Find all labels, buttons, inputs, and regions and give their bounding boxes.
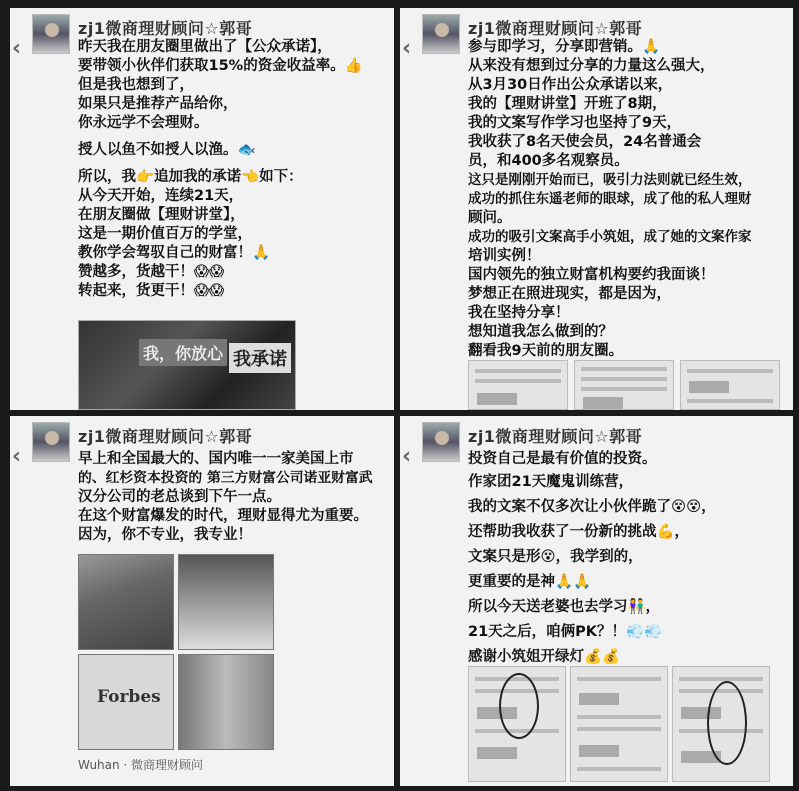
post-line: 参与即学习，分享即营销。🙏 [468, 39, 661, 55]
post-text [468, 38, 785, 361]
post-line: 员，和400多名观察员。 [468, 153, 629, 169]
post-line: 所以，我👉追加我的承诺👈如下： [78, 169, 303, 185]
avatar[interactable] [422, 422, 460, 462]
post-line: 我在坚持分享！ [468, 305, 570, 321]
moment-post-3 [10, 416, 394, 786]
post-line: 我的【理财讲堂】开班了8期， [468, 96, 667, 112]
post-line: 早上和全国最大的、国内唯一一家美国上市 [78, 451, 354, 467]
post-line: 转起来，货更干！😱😱 [78, 283, 225, 299]
post-line: 翻看我9天前的朋友圈。 [468, 343, 624, 359]
chevron-left-icon[interactable]: ‹ [402, 444, 412, 469]
post-line: 所以今天送老婆也去学习👫， [468, 599, 661, 615]
post-image[interactable] [672, 666, 770, 782]
forbes-logo-text: Forbes [97, 687, 161, 707]
chevron-left-icon[interactable]: ‹ [402, 36, 412, 61]
moment-post-2 [400, 8, 793, 410]
post-line: 我的文案写作学习也坚持了9天， [468, 115, 682, 131]
post-line: 从来没有想到过分享的力量这么强大， [468, 58, 715, 74]
avatar[interactable] [32, 14, 70, 54]
avatar[interactable] [422, 14, 460, 54]
post-line: 顾问。 [468, 210, 512, 226]
post-line: 感谢小筑姐开绿灯💰💰 [468, 649, 621, 665]
post-line: 授人以鱼不如授人以渔。🐟 [78, 142, 256, 158]
post-line: 从3月30日作出公众承诺以来， [468, 77, 673, 93]
post-line: 如果只是推荐产品给你， [78, 96, 238, 112]
post-line: 想知道我怎么做到的？ [468, 324, 613, 340]
post-author[interactable]: zj1微商理财顾问☆郭哥 [468, 427, 643, 446]
post-line: 教你学会驾驭自己的财富！🙏 [78, 245, 271, 261]
post-line: 你永远学不会理财。 [78, 115, 209, 131]
post-line: 梦想正在照进现实，都是因为， [468, 286, 671, 302]
post-image[interactable] [468, 360, 568, 410]
post-line: 成功的抓住东遥老师的眼球，成了他的私人理财 [468, 191, 752, 207]
post-line: 在朋友圈做【理财讲堂】， [78, 207, 245, 223]
moment-post-4 [400, 416, 793, 786]
post-line: 从今天开始，连续21天， [78, 188, 244, 204]
post-image[interactable] [570, 666, 668, 782]
chevron-left-icon[interactable]: ‹ [12, 36, 22, 61]
post-line: 文案只是形😵，我学到的， [468, 549, 643, 565]
post-line: 因为，你不专业，我专业！ [78, 527, 252, 543]
highlight-circle [707, 681, 747, 765]
post-location[interactable]: Wuhan · 微商理财顾问 [78, 758, 204, 772]
post-text [78, 450, 386, 545]
chevron-left-icon[interactable]: ‹ [12, 444, 22, 469]
post-text [468, 450, 785, 667]
post-line: 21天之后，咱俩PK？！💨💨 [468, 624, 663, 640]
post-photo-office[interactable] [78, 554, 174, 650]
post-line: 还帮助我收获了一份新的挑战💪， [468, 524, 690, 540]
post-line: 在这个财富爆发的时代，理财显得尤为重要。 [78, 508, 368, 524]
post-line: 我的文案不仅多次让小伙伴跪了😵😵， [468, 499, 716, 515]
post-image[interactable] [468, 666, 566, 782]
post-author[interactable]: zj1微商理财顾问☆郭哥 [468, 19, 643, 38]
post-image[interactable] [574, 360, 674, 410]
post-line: 这只是刚刚开始而已，吸引力法则就已经生效， [468, 172, 752, 188]
post-line: 更重要的是神🙏🙏 [468, 574, 592, 590]
post-image[interactable] [680, 360, 780, 410]
post-photo-forbes[interactable] [78, 654, 174, 750]
image-sign: 我，你放心 [139, 339, 227, 366]
post-line: 成功的吸引文案高手小筑姐，成了她的文案作家 [468, 229, 752, 245]
post-line: 作家团21天魔鬼训练营， [468, 474, 634, 490]
post-author[interactable]: zj1微商理财顾问☆郭哥 [78, 427, 253, 446]
post-line: 昨天我在朋友圈里做出了【公众承诺】， [78, 39, 332, 55]
post-line: 这是一期价值百万的学堂， [78, 226, 252, 242]
post-line: 我收获了8名天使会员，24名普通会 [468, 134, 702, 150]
post-line: 赞越多，货越干！😱😱 [78, 264, 225, 280]
image-sign: 我承诺 [229, 343, 291, 373]
post-photo-card[interactable] [178, 554, 274, 650]
post-image[interactable] [78, 320, 296, 410]
post-line: 但是我也想到了， [78, 77, 194, 93]
avatar[interactable] [32, 422, 70, 462]
post-line: 汉分公司的老总谈到下午一点。 [78, 489, 281, 505]
post-photo-wall[interactable] [178, 654, 274, 750]
highlight-circle [499, 673, 539, 739]
post-line: 的、红杉资本投资的 第三方财富公司诺亚财富武 [78, 470, 373, 486]
moment-post-1 [10, 8, 394, 410]
post-author[interactable]: zj1微商理财顾问☆郭哥 [78, 19, 253, 38]
post-line: 培训实例！ [468, 248, 541, 264]
post-line: 投资自己是最有价值的投资。 [468, 451, 657, 467]
post-line: 要带领小伙伴们获取15%的资金收益率。👍 [78, 58, 363, 74]
post-text [78, 38, 386, 301]
post-line: 国内领先的独立财富机构要约我面谈！ [468, 267, 715, 283]
